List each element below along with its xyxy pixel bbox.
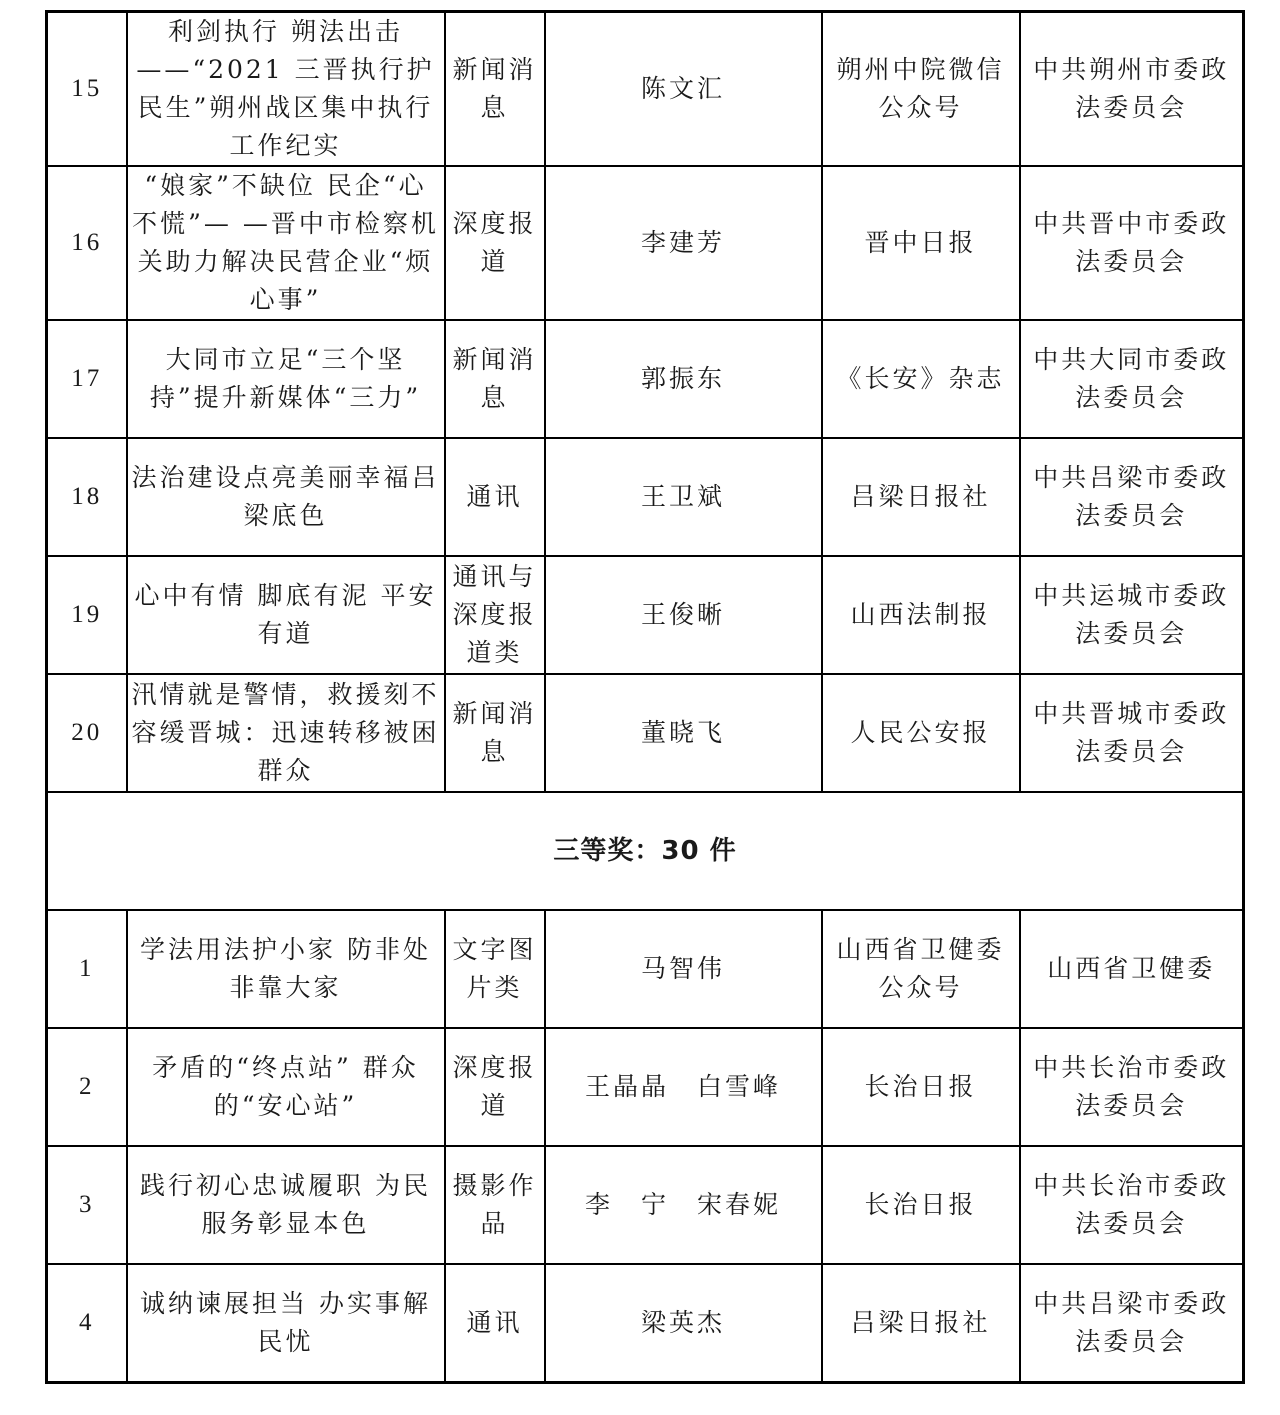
entry-unit: 中共大同市委政法委员会	[1020, 320, 1244, 438]
table-row	[47, 166, 1244, 320]
table-row	[47, 910, 1244, 1028]
entry-number: 2	[47, 1028, 127, 1146]
entry-number: 4	[47, 1264, 127, 1383]
entry-author: 李建芳	[545, 166, 822, 320]
entry-type: 新闻消息	[445, 674, 545, 792]
table-row	[47, 438, 1244, 556]
entry-media: 吕梁日报社	[822, 1264, 1020, 1383]
entry-media: 吕梁日报社	[822, 438, 1020, 556]
entry-author: 王卫斌	[545, 438, 822, 556]
entry-unit: 中共吕梁市委政法委员会	[1020, 438, 1244, 556]
entry-number: 16	[47, 166, 127, 320]
entry-title: 矛盾的“终点站” 群众的“安心站”	[127, 1028, 445, 1146]
entry-author: 马智伟	[545, 910, 822, 1028]
entry-title: 大同市立足“三个坚持”提升新媒体“三力”	[127, 320, 445, 438]
entry-unit: 中共晋城市委政法委员会	[1020, 674, 1244, 792]
entry-number: 18	[47, 438, 127, 556]
entry-title: 汛情就是警情，救援刻不容缓晋城：迅速转移被困群众	[127, 674, 445, 792]
entry-type: 通讯	[445, 438, 545, 556]
table-row	[47, 320, 1244, 438]
entry-unit: 中共长治市委政法委员会	[1020, 1028, 1244, 1146]
entry-unit: 中共运城市委政法委员会	[1020, 556, 1244, 674]
table-row	[47, 674, 1244, 792]
awards-table	[45, 10, 1245, 1384]
entry-author: 王俊晰	[545, 556, 822, 674]
entry-number: 15	[47, 12, 127, 167]
entry-type: 深度报道	[445, 166, 545, 320]
entry-number: 20	[47, 674, 127, 792]
entry-type: 通讯	[445, 1264, 545, 1383]
entry-media: 朔州中院微信公众号	[822, 12, 1020, 167]
table-row	[47, 12, 1244, 167]
table-row	[47, 1264, 1244, 1383]
entry-unit: 中共晋中市委政法委员会	[1020, 166, 1244, 320]
entry-title: 利剑执行 朔法出击——“2021 三晋执行护民生”朔州战区集中执行工作纪实	[127, 12, 445, 167]
entry-title: 诚纳谏展担当 办实事解民忧	[127, 1264, 445, 1383]
entry-unit: 中共吕梁市委政法委员会	[1020, 1264, 1244, 1383]
entry-author: 董晓飞	[545, 674, 822, 792]
entry-media: 晋中日报	[822, 166, 1020, 320]
entry-unit: 中共朔州市委政法委员会	[1020, 12, 1244, 167]
entry-title: 心中有情 脚底有泥 平安有道	[127, 556, 445, 674]
table-row	[47, 1028, 1244, 1146]
entry-media: 山西省卫健委公众号	[822, 910, 1020, 1028]
entry-type: 新闻消息	[445, 320, 545, 438]
entry-author: 李 宁 宋春妮	[545, 1146, 822, 1264]
entry-type: 深度报道	[445, 1028, 545, 1146]
entry-media: 长治日报	[822, 1146, 1020, 1264]
entry-author: 梁英杰	[545, 1264, 822, 1383]
entry-type: 通讯与深度报道类	[445, 556, 545, 674]
entry-author: 陈文汇	[545, 12, 822, 167]
entry-number: 1	[47, 910, 127, 1028]
entry-author: 王晶晶 白雪峰	[545, 1028, 822, 1146]
entry-title: 践行初心忠诚履职 为民服务彰显本色	[127, 1146, 445, 1264]
entry-media: 山西法制报	[822, 556, 1020, 674]
entry-author: 郭振东	[545, 320, 822, 438]
entry-unit: 山西省卫健委	[1020, 910, 1244, 1028]
entry-title: “娘家”不缺位 民企“心不慌”— —晋中市检察机关助力解决民营企业“烦心事”	[127, 166, 445, 320]
entry-title: 法治建设点亮美丽幸福吕梁底色	[127, 438, 445, 556]
entry-type: 摄影作品	[445, 1146, 545, 1264]
table-row	[47, 556, 1244, 674]
entry-unit: 中共长治市委政法委员会	[1020, 1146, 1244, 1264]
section-title: 三等奖：30 件	[47, 792, 1244, 910]
entry-type: 文字图片类	[445, 910, 545, 1028]
section-header-third-prize	[47, 792, 1244, 910]
entry-number: 3	[47, 1146, 127, 1264]
entry-media: 《长安》杂志	[822, 320, 1020, 438]
entry-type: 新闻消息	[445, 12, 545, 167]
table-row	[47, 1146, 1244, 1264]
entry-media: 人民公安报	[822, 674, 1020, 792]
entry-media: 长治日报	[822, 1028, 1020, 1146]
entry-number: 17	[47, 320, 127, 438]
entry-number: 19	[47, 556, 127, 674]
entry-title: 学法用法护小家 防非处非靠大家	[127, 910, 445, 1028]
